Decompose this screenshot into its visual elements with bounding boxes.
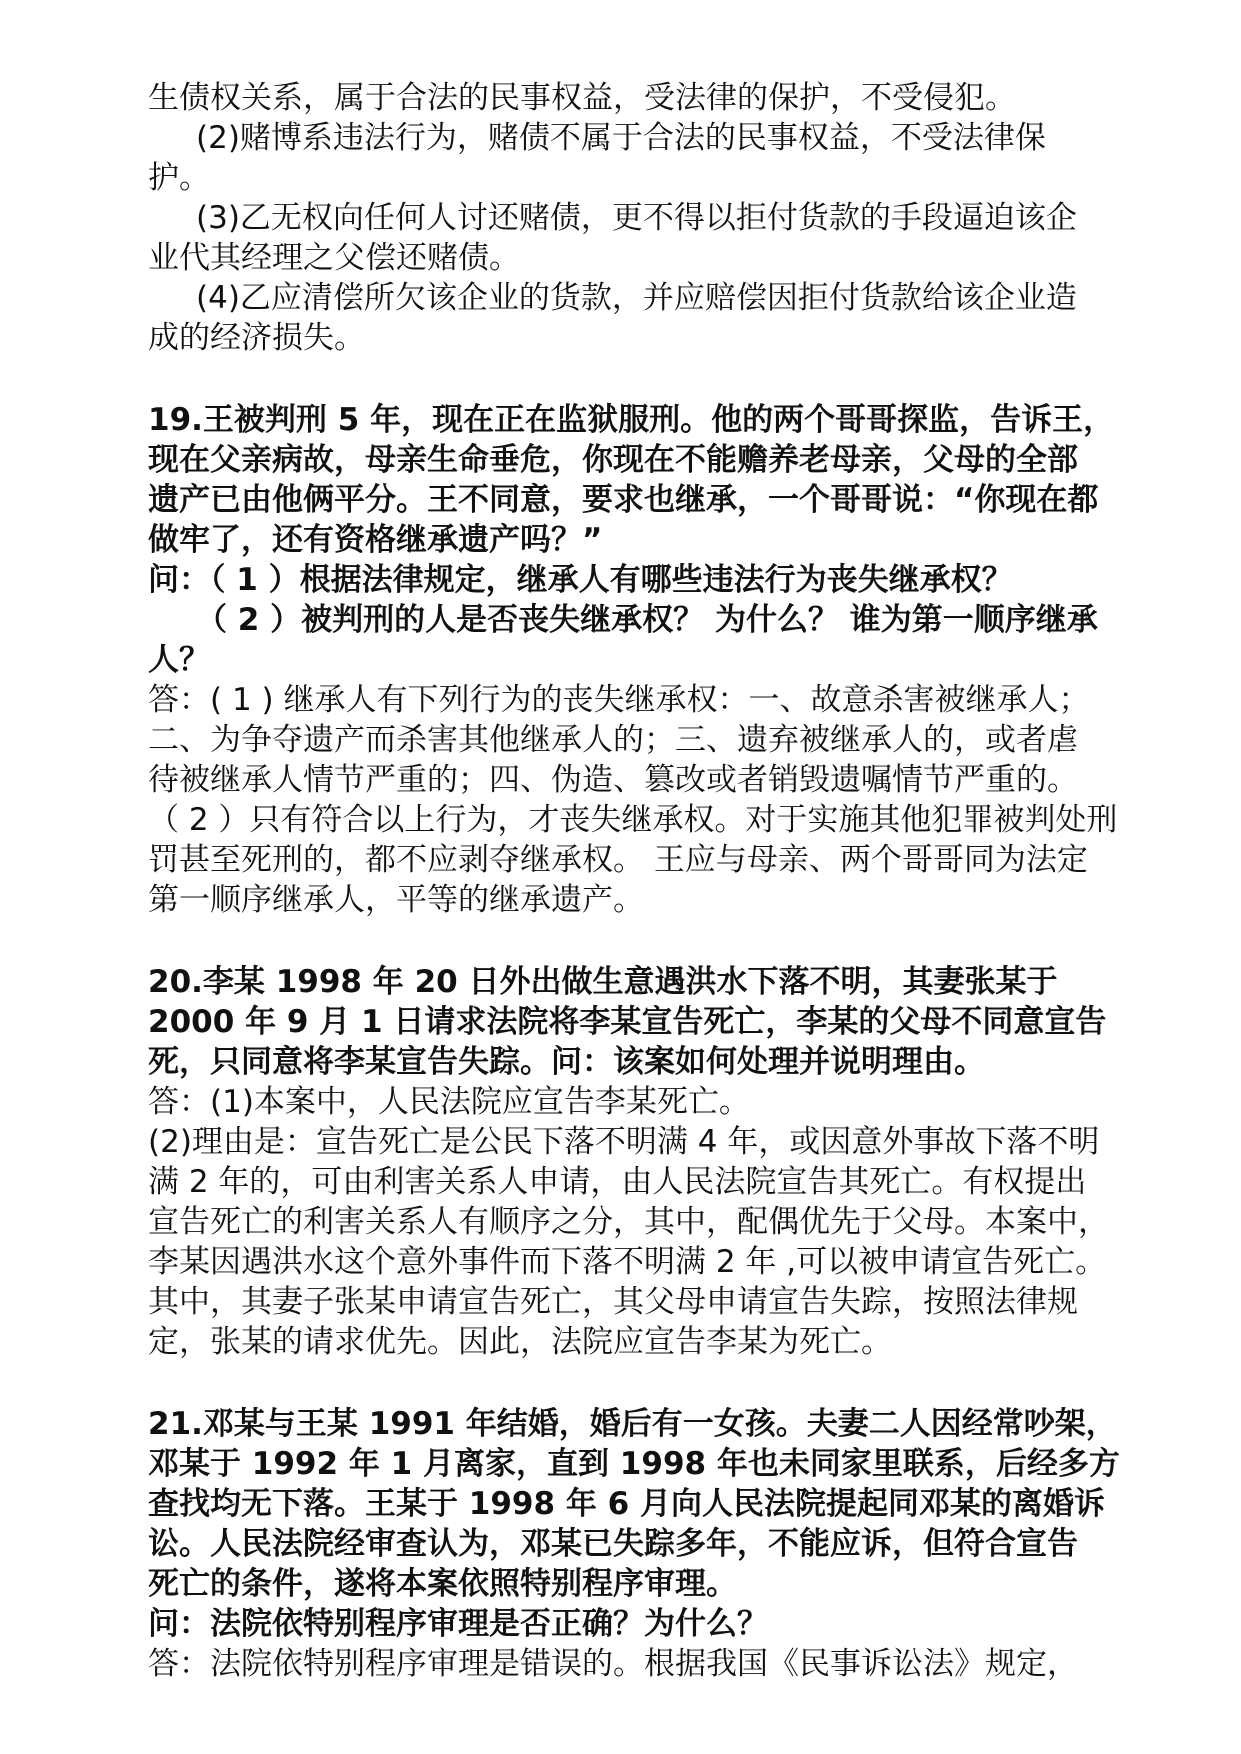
answer-text-line: 满 2 年的，可由利害关系人申请，由人民法院宣告其死亡。有权提出 bbox=[148, 1164, 1087, 1200]
answer-text-line: 成的经济损失。 bbox=[148, 320, 365, 356]
answer-text-line: 护。 bbox=[148, 160, 210, 196]
document-page bbox=[148, 78, 1158, 1684]
answer-text-line: 答：( 1 ) 继承人有下列行为的丧失继承权：一、故意杀害被继承人； bbox=[148, 682, 1090, 718]
question-text-line: 问：（ 1 ）根据法律规定，继承人有哪些违法行为丧失继承权？ bbox=[148, 562, 1013, 598]
question-text-line: （ 2 ）被判刑的人是否丧失继承权？ 为什么？ 谁为第一顺序继承 bbox=[196, 602, 1098, 638]
answer-text-line: 待被继承人情节严重的；四、伪造、篡改或者销毁遗嘱情节严重的。 bbox=[148, 762, 1078, 798]
answer-text-line: 定，张某的请求优先。因此，法院应宣告李某为死亡。 bbox=[148, 1324, 892, 1360]
question-text-line: 查找均无下落。王某于 1998 年 6 月向人民法院提起同邓某的离婚诉 bbox=[148, 1486, 1106, 1522]
answer-text-line: 答：(1)本案中，人民法院应宣告李某死亡。 bbox=[148, 1084, 750, 1120]
question-text-line: 死亡的条件，遂将本案依照特别程序审理。 bbox=[148, 1566, 737, 1602]
answer-text-line: 罚甚至死刑的，都不应剥夺继承权。 王应与母亲、两个哥哥同为法定 bbox=[148, 842, 1088, 878]
paragraph-gap bbox=[148, 920, 1158, 962]
question-text-line: 死，只同意将李某宣告失踪。问：该案如何处理并说明理由。 bbox=[148, 1044, 985, 1080]
question-text-line: 做牢了，还有资格继承遗产吗？” bbox=[148, 522, 603, 558]
question-text-line: 邓某于 1992 年 1 月离家，直到 1998 年也未同家里联系，后经多方 bbox=[148, 1446, 1120, 1482]
question-text-line: 现在父亲病故，母亲生命垂危，你现在不能赡养老母亲，父母的全部 bbox=[148, 442, 1078, 478]
question-text-line: 讼。人民法院经审查认为，邓某已失踪多年，不能应诉，但符合宣告 bbox=[148, 1526, 1078, 1562]
question-text-line: 2000 年 9 月 1 日请求法院将李某宣告死亡，李某的父母不同意宣告 bbox=[148, 1004, 1107, 1040]
answer-text-line: 第一顺序继承人，平等的继承遗产。 bbox=[148, 882, 644, 918]
paragraph-gap bbox=[148, 358, 1158, 400]
answer-text-line: 二、为争夺遗产而杀害其他继承人的；三、遗弃被继承人的，或者虐 bbox=[148, 722, 1078, 758]
answer-text-line: 答：法院依特别程序审理是错误的。根据我国《民事诉讼法》规定， bbox=[148, 1646, 1078, 1682]
question-text-line: 19.王被判刑 5 年，现在正在监狱服刑。他的两个哥哥探监，告诉王， bbox=[148, 402, 1115, 438]
question-text-line: 20.李某 1998 年 20 日外出做生意遇洪水下落不明，其妻张某于 bbox=[148, 964, 1058, 1000]
answer-text-line: 业代其经理之父偿还赌债。 bbox=[148, 240, 520, 276]
question-text-line: 21.邓某与王某 1991 年结婚，婚后有一女孩。夫妻二人因经常吵架， bbox=[148, 1406, 1117, 1442]
paragraph-gap bbox=[148, 1362, 1158, 1404]
answer-text-line: 生债权关系，属于合法的民事权益，受法律的保护，不受侵犯。 bbox=[148, 80, 1016, 116]
question-text-line: 问：法院依特别程序审理是否正确？为什么？ bbox=[148, 1606, 768, 1642]
question-text-line: 人？ bbox=[148, 642, 210, 678]
answer-text-line: 李某因遇洪水这个意外事件而下落不明满 2 年 ,可以被申请宣告死亡。 bbox=[148, 1244, 1107, 1280]
answer-text-line: (3)乙无权向任何人讨还赌债，更不得以拒付货款的手段逼迫该企 bbox=[196, 200, 1077, 236]
question-text-line: 遗产已由他俩平分。王不同意，要求也继承，一个哥哥说：“你现在都 bbox=[148, 482, 1099, 518]
answer-text-line: (4)乙应清偿所欠该企业的货款，并应赔偿因拒付货款给该企业造 bbox=[196, 280, 1077, 316]
answer-text-line: (2)理由是：宣告死亡是公民下落不明满 4 年，或因意外事故下落不明 bbox=[148, 1124, 1100, 1160]
answer-text-line: （ 2 ）只有符合以上行为，才丧失继承权。对于实施其他犯罪被判处刑 bbox=[148, 802, 1118, 838]
answer-text-line: 其中，其妻子张某申请宣告死亡，其父母申请宣告失踪，按照法律规 bbox=[148, 1284, 1078, 1320]
answer-text-line: (2)赌博系违法行为，赌债不属于合法的民事权益，不受法律保 bbox=[196, 120, 1046, 156]
answer-text-line: 宣告死亡的利害关系人有顺序之分，其中，配偶优先于父母。本案中， bbox=[148, 1204, 1109, 1240]
